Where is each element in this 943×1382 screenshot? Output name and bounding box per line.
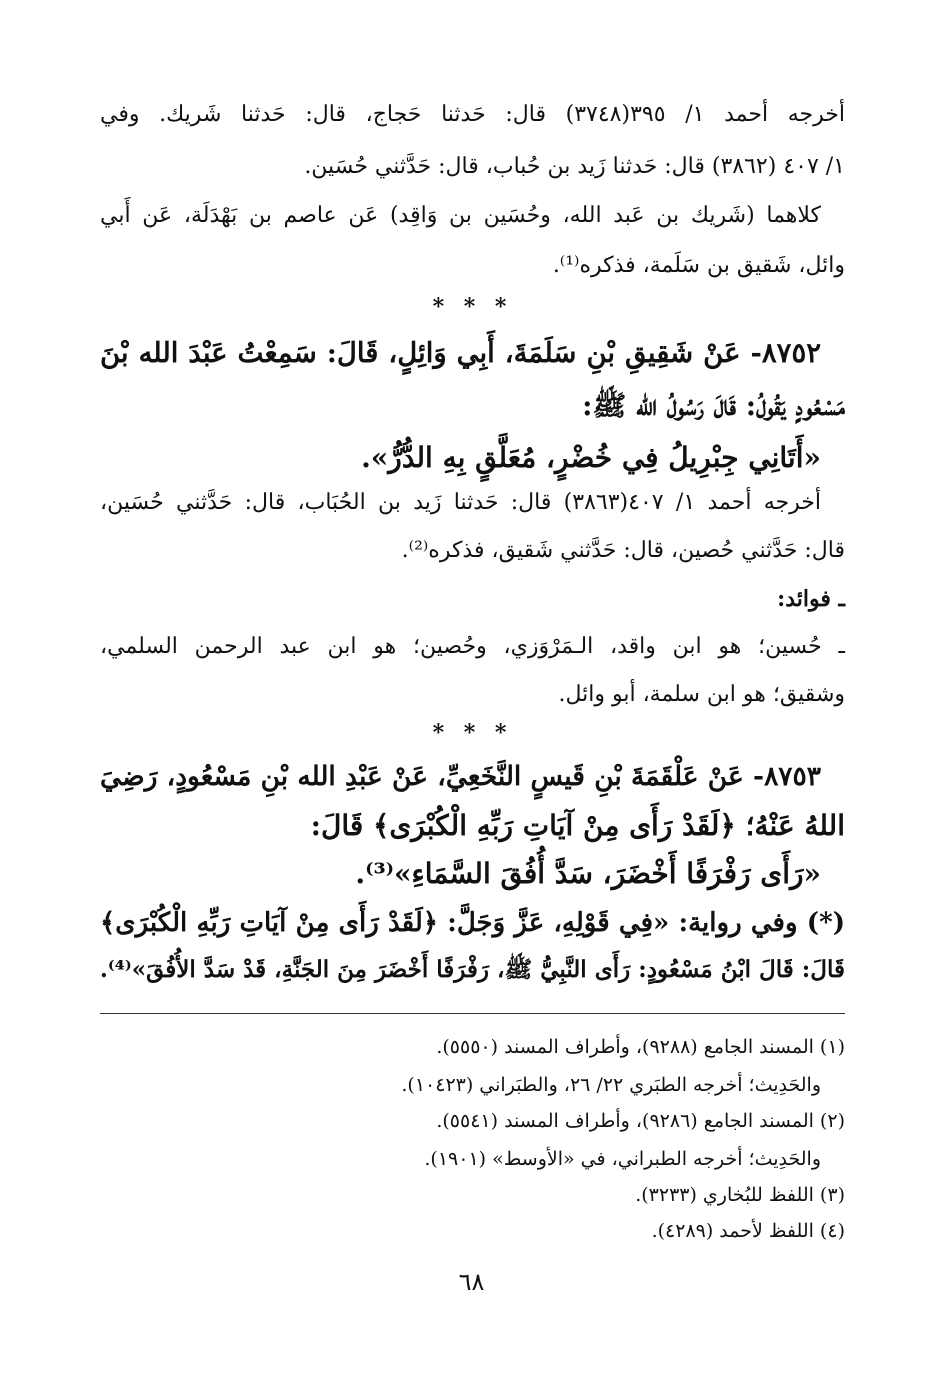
isnad-line: وائل، شَقيق بن سَلَمة، فذكره⁽¹⁾. <box>552 253 845 278</box>
section-separator: * * * <box>432 720 513 746</box>
isnad-line: كلاهما (شَريك بن عَبد الله، وحُسَين بن وَاقِد) عَن عاصم بن بَهْدَلَة، عَن أَبي <box>100 203 821 228</box>
page-number: ٦٨ <box>458 1268 485 1296</box>
section-separator: * * * <box>432 294 513 320</box>
hadith-matn: «أَتَانِي جِبْرِيلُ فِي خُضْرٍ، مُعَلَّقٍ بِهِ الدُّرُّ». <box>361 441 821 474</box>
footnote: (٣) اللفظ للبُخاري (٣٢٣٣). <box>635 1184 845 1206</box>
fawaid-line: وشقيق؛ هو ابن سلمة، أبو وائل. <box>558 682 845 707</box>
takhrij-line: أخرجه أحمد ١/ ٤٠٧(٣٨٦٣) قال: حَدثنا زَيد بن الحُبَاب، قال: حَدَّثني حُسَين، <box>100 490 821 515</box>
footnote-divider <box>100 1013 845 1014</box>
footnote: والحَدِيث؛ أخرجه الطبَري ٢٢/ ٢٦، والطبَراني (١٠٤٢٣). <box>401 1074 821 1096</box>
hadith-text: مَسْعُودٍ يَقُولُ: قَالَ رَسُولُ الله ﷺ: <box>582 389 845 422</box>
footnote: (٢) المسند الجامع (٩٢٨٦)، وأطراف المسند (٥٥٤١). <box>436 1110 845 1132</box>
hadith-riwaya: (*) وفي رواية: «فِي قَوْلِهِ، عَزَّ وَجَلَّ: ﴿لَقَدْ رَأَى مِنْ آيَاتِ رَبِّهِ الْكُبْرَى﴾ <box>100 908 845 938</box>
footnote: والحَدِيث؛ أخرجه الطبراني، في «الأوسط» (١٩٠١). <box>424 1148 821 1170</box>
fawaid-heading: ـ فوائد: <box>777 586 845 612</box>
hadith-text: اللهُ عَنْهُ؛ ﴿لَقَدْ رَأَى مِنْ آيَاتِ رَبِّهِ الْكُبْرَى﴾ قَالَ: <box>310 809 845 842</box>
takhrij-line: أخرجه أحمد ١/ ٣٩٥(٣٧٤٨) قال: حَدثنا حَجاج، قال: حَدثنا شَريك. وفي <box>100 102 845 127</box>
fawaid-line: ـ حُسين؛ هو ابن واقد، الـمَرْوَزي، وحُصين؛ هو ابن عبد الرحمن السلمي، <box>100 634 845 659</box>
hadith-text: ٨٧٥٣- عَنْ عَلْقَمَةَ بْنِ قَيسٍ النَّخَعِيِّ، عَنْ عَبْدِ الله بْنِ مَسْعُودٍ، رَضِيَ <box>100 761 821 792</box>
takhrij-line: قال: حَدَّثني حُصين، قال: حَدَّثني شَقيق، فذكره⁽²⁾. <box>401 538 845 563</box>
hadith-text: ٨٧٥٢- عَنْ شَقِيقِ بْنِ سَلَمَةَ، أَبِي وَائِلٍ، قَالَ: سَمِعْتُ عَبْدَ الله بْنَ <box>100 337 821 369</box>
hadith-riwaya: قَالَ: قَالَ ابْنُ مَسْعُودٍ: رَأَى النَّبِيُّ ﷺ، رَفْرَفًا أَخْضَرَ مِنَ الجَنَّةِ، قَدْ سَدَّ الأُفُقَ»⁽⁴⁾. <box>99 956 845 983</box>
hadith-matn: «رَأَى رَفْرَفًا أَخْضَرَ، سَدَّ أُفُقَ السَّمَاءِ»⁽³⁾. <box>355 857 821 890</box>
footnote: (١) المسند الجامع (٩٢٨٨)، وأطراف المسند (٥٥٥٠). <box>436 1036 845 1058</box>
takhrij-line: ١/ ٤٠٧ (٣٨٦٢) قال: حَدثنا زَيد بن حُباب، قال: حَدَّثني حُسَين. <box>304 154 845 179</box>
footnote: (٤) اللفظ لأحمد (٤٢٨٩). <box>651 1220 845 1242</box>
